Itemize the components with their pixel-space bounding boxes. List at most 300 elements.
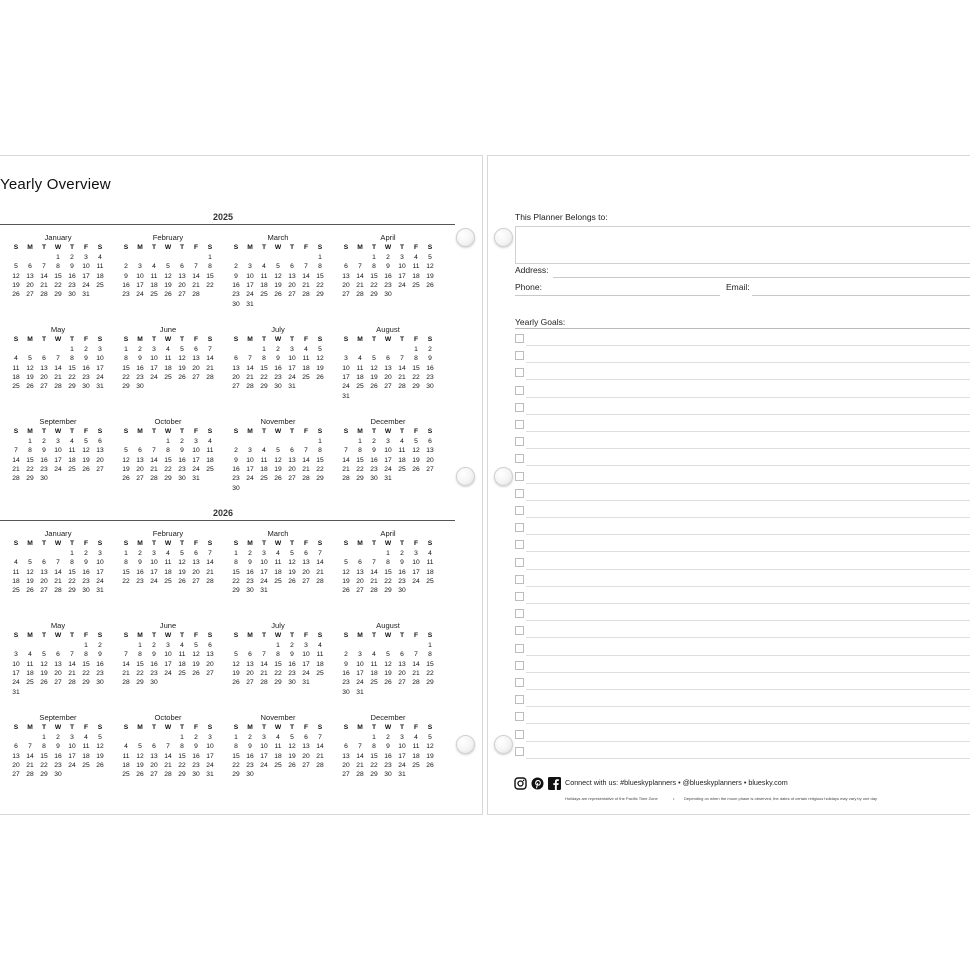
month-name: June [159,325,177,334]
weekday-header: M [247,632,253,639]
month-name: September [39,417,77,426]
day-cell: 12 [370,364,378,372]
day-cell: 21 [260,669,268,677]
goal-line[interactable] [526,448,970,449]
day-cell: 31 [12,688,20,696]
day-cell: 9 [234,272,238,280]
day-cell: 17 [246,465,254,473]
day-cell: 3 [208,734,212,741]
goal-line[interactable] [526,465,970,466]
month-name: August [376,325,400,334]
day-cell: 23 [232,291,240,299]
goal-checkbox[interactable] [515,540,524,549]
day-cell: 1 [414,346,418,353]
day-cell: 22 [122,577,130,585]
weekday-header: S [207,428,213,435]
day-cell: 20 [342,281,350,289]
day-cell: 25 [260,291,268,299]
weekday-header: S [233,244,239,251]
day-cell: 20 [398,669,406,677]
weekday-header: W [274,336,282,343]
weekday-header: F [303,724,309,731]
day-cell: 21 [40,281,48,289]
day-cell: 12 [316,355,324,363]
goal-checkbox[interactable] [515,403,524,412]
day-cell: 26 [12,291,20,299]
day-cell: 7 [318,734,322,741]
day-cell: 8 [124,355,128,363]
day-cell: 2 [84,550,88,557]
day-cell: 31 [342,392,350,400]
day-cell: 13 [398,660,406,668]
month-name: October [154,417,182,426]
day-cell: 17 [96,364,104,372]
day-cell: 14 [412,660,420,668]
day-cell: 3 [262,734,266,741]
weekday-header: T [69,428,75,435]
day-cell: 1 [358,438,362,445]
day-cell: 14 [206,355,214,363]
weekday-header: T [261,244,267,251]
day-cell: 27 [96,465,104,473]
goal-line[interactable] [526,500,970,501]
day-cell: 23 [398,577,406,585]
day-cell: 4 [166,346,170,353]
goal-checkbox[interactable] [515,386,524,395]
day-cell: 15 [384,568,392,576]
weekday-header: F [83,336,89,343]
weekday-header: M [357,632,363,639]
day-cell: 13 [150,752,158,760]
day-cell: 4 [14,355,18,363]
day-cell: 3 [98,346,102,353]
day-cell: 21 [302,465,310,473]
day-cell: 18 [370,669,378,677]
day-cell: 23 [150,669,158,677]
day-cell: 21 [68,669,76,677]
day-cell: 27 [192,577,200,585]
day-cell: 10 [260,743,268,751]
day-cell: 19 [12,281,20,289]
weekday-header: S [343,540,349,547]
day-cell: 1 [428,642,432,649]
weekday-header: W [274,428,282,435]
day-cell: 9 [98,651,102,659]
day-cell: 16 [342,669,350,677]
goal-line[interactable] [526,345,970,346]
day-cell: 6 [180,263,184,271]
day-cell: 2 [138,550,142,557]
day-cell: 15 [40,752,48,760]
day-cell: 24 [82,281,90,289]
day-cell: 14 [260,660,268,668]
goal-checkbox[interactable] [515,695,524,704]
day-cell: 10 [302,651,310,659]
day-cell: 28 [54,383,62,391]
weekday-header: M [137,540,143,547]
goal-checkbox[interactable] [515,661,524,670]
day-cell: 8 [84,651,88,659]
day-cell: 21 [370,577,378,585]
day-cell: 3 [138,263,142,271]
planner-owner-field[interactable] [515,226,970,264]
day-cell: 10 [54,447,62,455]
day-cell: 3 [290,346,294,353]
day-cell: 6 [290,263,294,271]
day-cell: 13 [342,272,350,280]
day-cell: 12 [288,559,296,567]
goal-line[interactable] [526,655,970,656]
goal-checkbox[interactable] [515,575,524,584]
weekday-header: W [164,724,172,731]
goal-line[interactable] [526,569,970,570]
day-cell: 27 [150,771,158,779]
goal-line[interactable] [526,483,970,484]
day-cell: 10 [288,355,296,363]
address-field[interactable] [553,277,970,278]
address-label: Address: [515,265,549,275]
day-cell: 6 [152,743,156,751]
weekday-header: S [13,336,19,343]
goal-checkbox[interactable] [515,712,524,721]
weekday-header: S [97,632,103,639]
goal-checkbox[interactable] [515,368,524,377]
day-cell: 30 [136,383,144,391]
day-cell: 9 [386,743,390,751]
goal-line[interactable] [526,758,970,759]
day-cell: 24 [412,577,420,585]
day-cell: 6 [28,263,32,271]
goal-checkbox[interactable] [515,678,524,687]
day-cell: 28 [122,679,130,687]
day-cell: 5 [180,346,184,353]
day-cell: 11 [274,743,282,751]
weekday-header: M [247,540,253,547]
day-cell: 26 [384,679,392,687]
goal-line[interactable] [526,637,970,638]
day-cell: 15 [316,456,324,464]
goal-checkbox[interactable] [515,351,524,360]
weekday-header: T [151,428,157,435]
day-cell: 1 [180,734,184,741]
day-cell: 29 [68,383,76,391]
goal-line[interactable] [526,379,970,380]
day-cell: 30 [150,679,158,687]
weekday-header: T [41,244,47,251]
day-cell: 1 [372,734,376,741]
weekday-header: F [413,724,419,731]
goal-checkbox[interactable] [515,644,524,653]
day-cell: 27 [26,291,34,299]
year-label-2026: 2026 [212,508,234,518]
day-cell: 10 [136,272,144,280]
day-cell: 8 [70,559,74,567]
day-cell: 15 [370,752,378,760]
day-cell: 12 [136,752,144,760]
goal-line[interactable] [526,586,970,587]
day-cell: 4 [318,642,322,649]
day-cell: 26 [274,291,282,299]
day-cell: 28 [206,577,214,585]
weekday-header: T [69,724,75,731]
day-cell: 20 [232,373,240,381]
goal-checkbox[interactable] [515,558,524,567]
day-cell: 25 [398,465,406,473]
day-cell: 30 [192,771,200,779]
day-cell: 30 [398,587,406,595]
weekday-header: W [384,336,392,343]
day-cell: 19 [412,456,420,464]
weekday-header: S [97,428,103,435]
day-cell: 16 [288,660,296,668]
day-cell: 22 [316,281,324,289]
day-cell: 24 [150,577,158,585]
day-cell: 9 [248,743,252,751]
day-cell: 14 [302,456,310,464]
weekday-header: T [69,336,75,343]
day-cell: 13 [426,447,434,455]
day-cell: 13 [96,447,104,455]
day-cell: 22 [316,465,324,473]
day-cell: 1 [84,642,88,649]
goal-checkbox[interactable] [515,592,524,601]
day-cell: 12 [426,743,434,751]
day-cell: 4 [304,346,308,353]
day-cell: 16 [54,752,62,760]
goal-line[interactable] [526,517,970,518]
day-cell: 23 [426,373,434,381]
goal-checkbox[interactable] [515,609,524,618]
day-cell: 5 [28,559,32,567]
day-cell: 25 [150,291,158,299]
weekday-header: S [427,724,433,731]
day-cell: 21 [54,577,62,585]
day-cell: 11 [370,660,378,668]
day-cell: 30 [274,383,282,391]
day-cell: 1 [70,346,74,353]
day-cell: 17 [96,568,104,576]
day-cell: 13 [136,456,144,464]
day-cell: 6 [56,651,60,659]
day-cell: 20 [54,669,62,677]
goal-line[interactable] [526,397,970,398]
day-cell: 16 [178,456,186,464]
day-cell: 28 [260,679,268,687]
weekday-header: S [207,336,213,343]
day-cell: 3 [304,642,308,649]
goal-line[interactable] [526,534,970,535]
goal-line[interactable] [526,741,970,742]
day-cell: 24 [398,761,406,769]
goal-checkbox[interactable] [515,454,524,463]
day-cell: 28 [206,373,214,381]
day-cell: 27 [302,577,310,585]
day-cell: 13 [342,752,350,760]
day-cell: 11 [96,263,104,271]
goal-checkbox[interactable] [515,489,524,498]
day-cell: 20 [26,281,34,289]
day-cell: 24 [206,761,214,769]
binder-hole-left-bottom [456,735,475,754]
day-cell: 6 [248,651,252,659]
weekday-header: S [233,632,239,639]
day-cell: 11 [412,743,420,751]
day-cell: 1 [70,550,74,557]
day-cell: 17 [356,669,364,677]
weekday-header: T [289,540,295,547]
day-cell: 2 [248,734,252,741]
day-cell: 30 [370,475,378,483]
instagram-icon[interactable] [514,777,527,790]
day-cell: 29 [370,771,378,779]
day-cell: 17 [260,568,268,576]
goal-checkbox[interactable] [515,747,524,756]
day-cell: 6 [386,355,390,363]
day-cell: 10 [82,263,90,271]
day-cell: 24 [136,291,144,299]
weekday-header: T [151,336,157,343]
day-cell: 8 [138,651,142,659]
day-cell: 5 [84,438,88,445]
facebook-icon[interactable] [548,777,561,790]
goal-line[interactable] [526,706,970,707]
day-cell: 24 [246,475,254,483]
phone-field[interactable] [515,295,720,296]
day-cell: 11 [206,447,214,455]
goal-checkbox[interactable] [515,506,524,515]
weekday-header: S [123,336,129,343]
goal-checkbox[interactable] [515,626,524,635]
day-cell: 14 [164,752,172,760]
weekday-header: F [193,244,199,251]
weekday-header: T [399,632,405,639]
day-cell: 9 [152,651,156,659]
day-cell: 1 [386,550,390,557]
day-cell: 19 [370,373,378,381]
day-cell: 25 [302,373,310,381]
weekday-header: S [317,336,323,343]
day-cell: 2 [180,438,184,445]
goal-checkbox[interactable] [515,523,524,532]
day-cell: 6 [14,743,18,751]
goal-line[interactable] [526,603,970,604]
day-cell: 22 [68,577,76,585]
weekday-header: F [303,336,309,343]
goal-checkbox[interactable] [515,730,524,739]
day-cell: 17 [12,669,20,677]
day-cell: 5 [98,734,102,741]
weekday-header: S [343,244,349,251]
goal-checkbox[interactable] [515,472,524,481]
weekday-header: T [179,540,185,547]
day-cell: 16 [40,456,48,464]
weekday-header: S [233,724,239,731]
day-cell: 28 [370,587,378,595]
day-cell: 4 [414,254,418,261]
day-cell: 1 [372,254,376,261]
goal-line[interactable] [526,689,970,690]
day-cell: 30 [96,679,104,687]
weekday-header: S [123,428,129,435]
day-cell: 18 [426,568,434,576]
day-cell: 10 [192,447,200,455]
day-cell: 22 [122,373,130,381]
day-cell: 23 [246,761,254,769]
weekday-header: S [317,428,323,435]
day-cell: 1 [208,254,212,261]
day-cell: 12 [192,651,200,659]
day-cell: 24 [260,577,268,585]
day-cell: 3 [248,263,252,271]
day-cell: 3 [344,355,348,363]
goal-line[interactable] [526,414,970,415]
day-cell: 6 [42,559,46,567]
day-cell: 6 [290,447,294,455]
goal-checkbox[interactable] [515,437,524,446]
day-cell: 3 [166,642,170,649]
goal-checkbox[interactable] [515,420,524,429]
day-cell: 3 [262,550,266,557]
day-cell: 15 [356,456,364,464]
day-cell: 8 [372,743,376,751]
goal-line[interactable] [526,723,970,724]
weekday-header: T [371,724,377,731]
day-cell: 13 [356,568,364,576]
day-cell: 8 [386,559,390,567]
day-cell: 13 [232,364,240,372]
day-cell: 18 [316,660,324,668]
goal-checkbox[interactable] [515,334,524,343]
day-cell: 6 [194,346,198,353]
weekday-header: W [54,244,62,251]
email-field[interactable] [752,295,970,296]
day-cell: 31 [206,771,214,779]
day-cell: 22 [68,373,76,381]
day-cell: 18 [398,456,406,464]
pinterest-icon[interactable] [531,777,544,790]
day-cell: 16 [150,660,158,668]
day-cell: 7 [304,263,308,271]
goal-line[interactable] [526,551,970,552]
day-cell: 6 [234,355,238,363]
day-cell: 28 [302,291,310,299]
day-cell: 16 [136,568,144,576]
weekday-header: F [303,428,309,435]
day-cell: 27 [178,291,186,299]
weekday-header: T [179,724,185,731]
weekday-header: T [289,244,295,251]
day-cell: 26 [40,679,48,687]
connect-with-us-text: Connect with us: #blueskyplanners • @blueskyplanners • bluesky.com [565,778,788,787]
day-cell: 29 [26,475,34,483]
day-cell: 26 [288,761,296,769]
goal-line[interactable] [526,362,970,363]
day-cell: 6 [400,651,404,659]
day-cell: 7 [56,355,60,363]
day-cell: 13 [40,568,48,576]
goal-line[interactable] [526,672,970,673]
weekday-header: T [179,244,185,251]
day-cell: 5 [428,734,432,741]
day-cell: 7 [372,559,376,567]
day-cell: 2 [276,346,280,353]
goal-line[interactable] [526,620,970,621]
day-cell: 19 [342,577,350,585]
day-cell: 23 [232,475,240,483]
goal-line[interactable] [526,431,970,432]
day-cell: 19 [122,465,130,473]
day-cell: 4 [98,254,102,261]
